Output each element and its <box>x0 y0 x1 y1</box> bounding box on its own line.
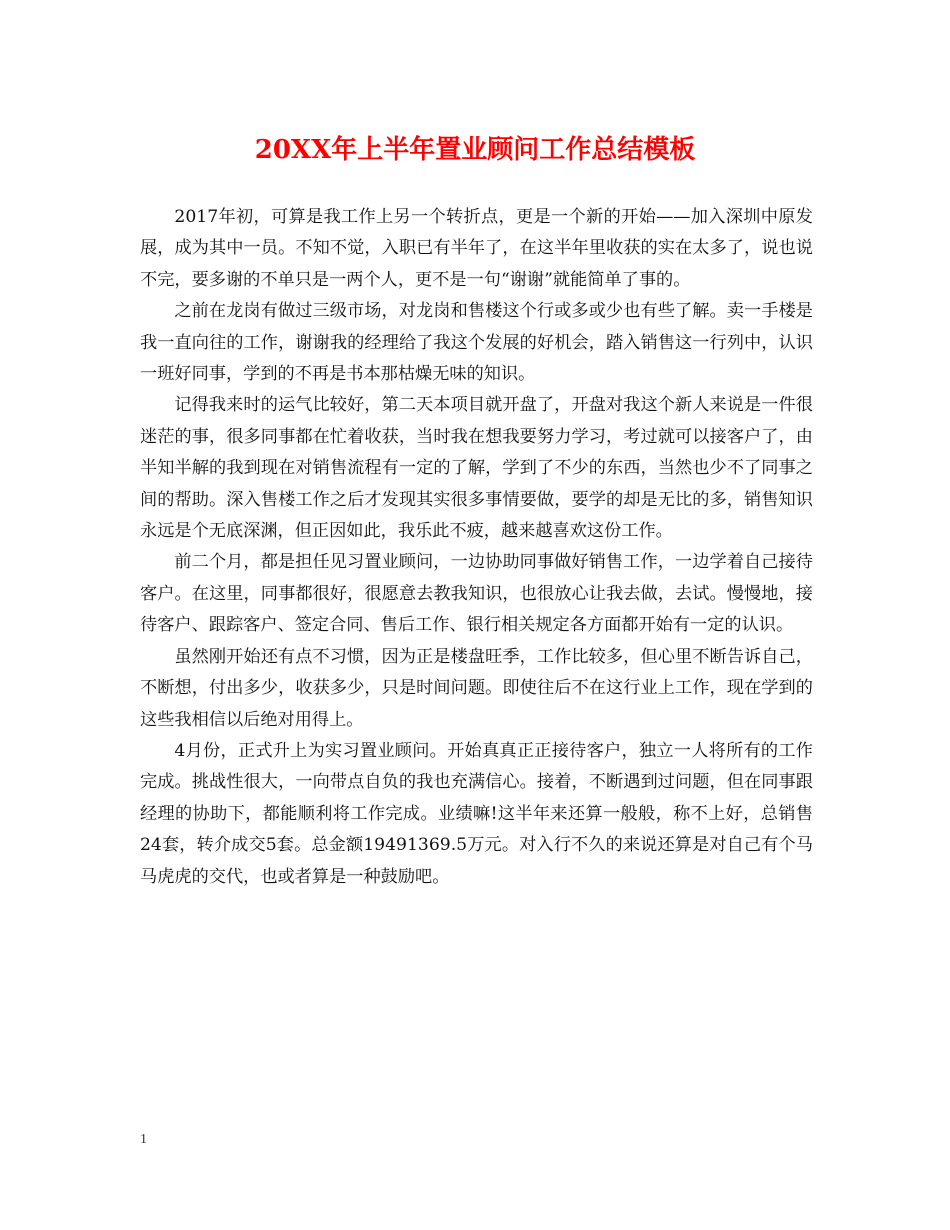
paragraph-2: 之前在龙岗有做过三级市场，对龙岗和售楼这个行或多或少也有些了解。卖一手楼是我一直向往的工作，谢谢我的经理给了我这个发展的好机会，踏入销售这一行列中，认识一班好同事，学到的不再是书本那枯燥无味的知识。 <box>140 301 813 385</box>
paragraph-4: 前二个月，都是担任见习置业顾问，一边协助同事做好销售工作，一边学着自己接待客户。在这里，同事都很好，很愿意去教我知识，也很放心让我去做，去试。慢慢地，接待客户、跟踪客户、签定合同、售后工作、银行相关规定各方面都开始有一定的认识。 <box>140 552 813 636</box>
paragraph-3: 记得我来时的运气比较好，第二天本项目就开盘了，开盘对我这个新人来说是一件很迷茫的事，很多同事都在忙着收获，当时我在想我要努力学习，考过就可以接客户了，由半知半解的我到现在对销售流程有一定的了解，学到了不少的东西，当然也少不了同事之间的帮助。深入售楼工作之后才发现其实很多事情要做，要学的却是无比的多，销售知识永远是个无底深渊，但正因如此，我乐此不疲，越来越喜欢这份工作。 <box>140 395 813 542</box>
page-number: 1 <box>140 1132 147 1147</box>
paragraph-5: 虽然刚开始还有点不习惯，因为正是楼盘旺季，工作比较多，但心里不断告诉自己，不断想，付出多少，收获多少，只是时间问题。即使往后不在这行业上工作，现在学到的这些我相信以后绝对用得上。 <box>140 646 813 730</box>
paragraph-1: 2017年初，可算是我工作上另一个转折点，更是一个新的开始——加入深圳中原发展，成为其中一员。不知不觉，入职已有半年了，在这半年里收获的实在太多了，说也说不完，要多谢的不单只是一两个人，更不是一句“谢谢”就能简单了事的。 <box>140 207 813 290</box>
paragraph-6: 4月份，正式升上为实习置业顾问。开始真真正正接待客户，独立一人将所有的工作完成。挑战性很大，一向带点自负的我也充满信心。接着，不断遇到过问题，但在同事跟经理的协助下，都能顺利将工作完成。业绩嘛!这半年来还算一般般，称不上好，总销售24套，转介成交5套。总金额19491369.5万元。对入行不久的来说还算是对自己有个马马虎虎的交代，也或者算是一种鼓励吧。 <box>140 740 813 887</box>
document-title: 20XX年上半年置业顾问工作总结模板 <box>254 135 696 165</box>
document-body <box>140 202 813 893</box>
